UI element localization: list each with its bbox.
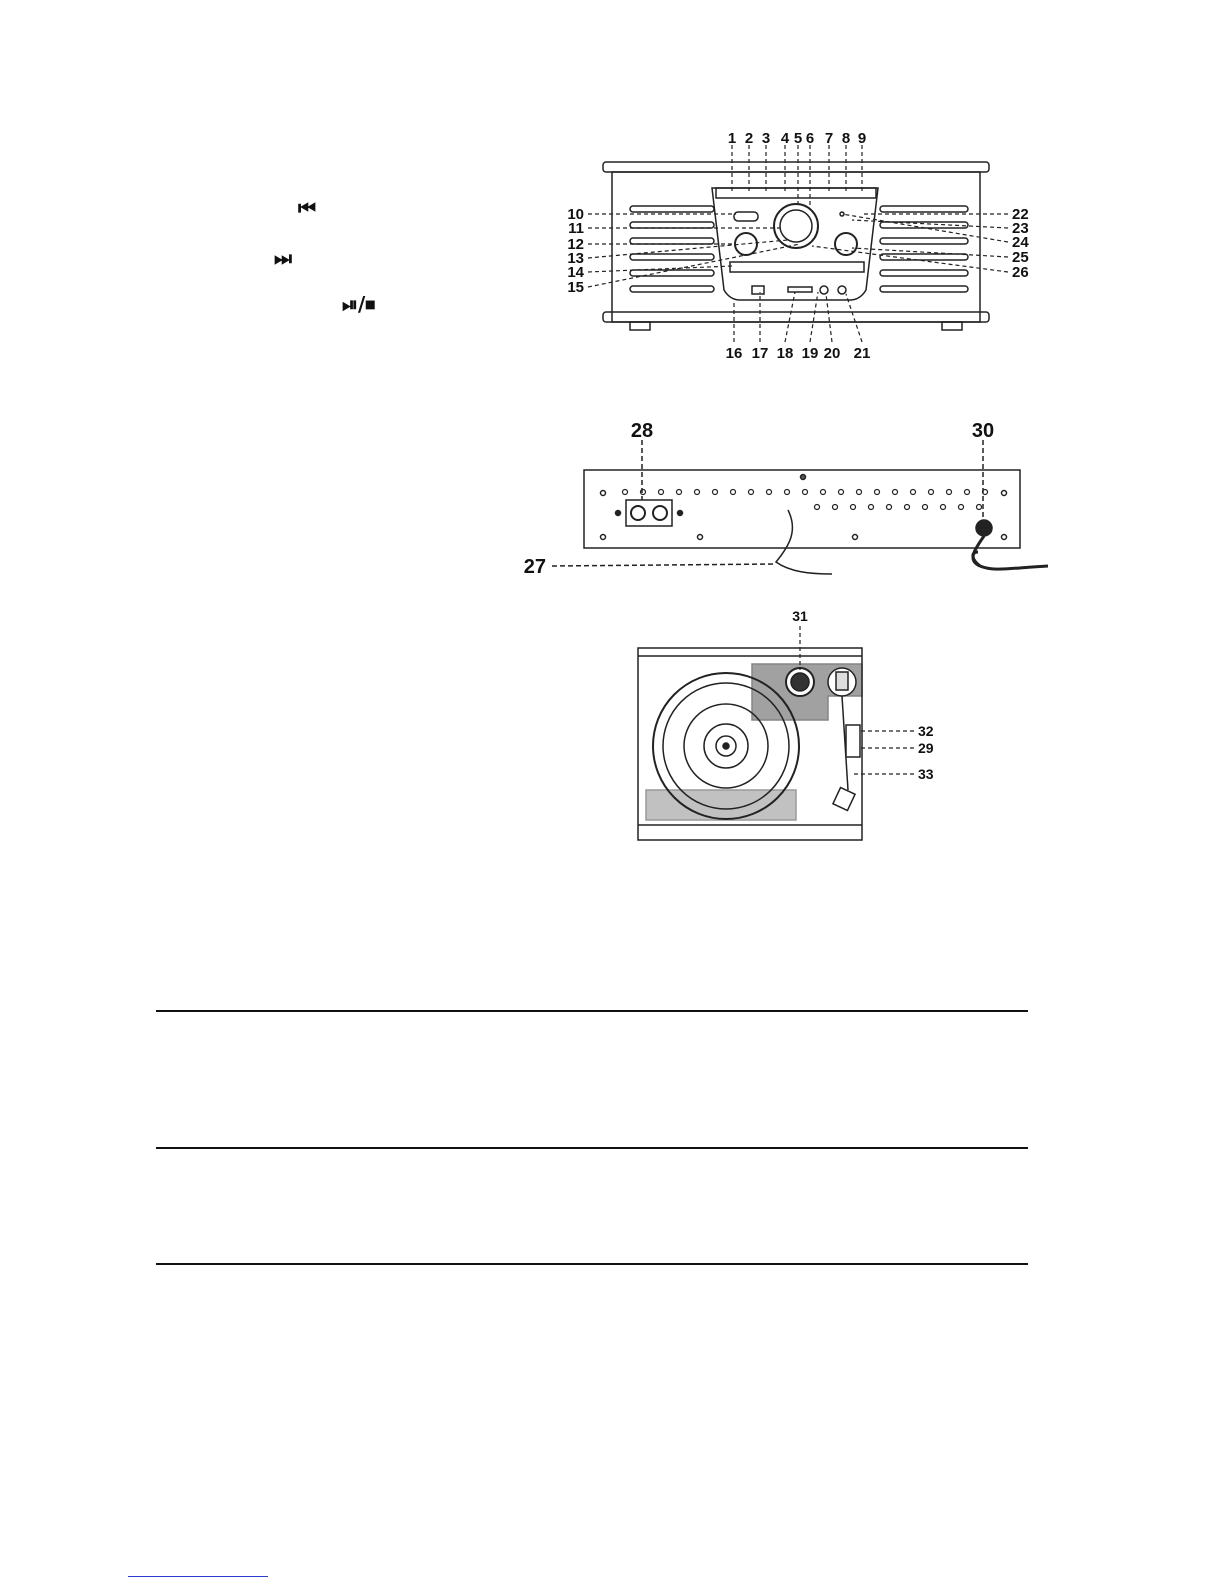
callout-18: 18 [776,345,794,362]
callout-21: 21 [853,345,871,362]
callout-8: 8 [841,130,851,147]
callout-30: 30 [971,420,995,442]
callout-7: 7 [824,130,834,147]
callout-33: 33 [918,766,934,782]
callout-25: 25 [1012,249,1029,266]
callout-12: 12 [567,236,584,253]
callout-16: 16 [725,345,743,362]
rear-view-diagram [584,470,1048,574]
callout-14: 14 [567,264,584,281]
callout-23: 23 [1012,220,1029,237]
callout-31: 31 [792,608,808,624]
footnote-separator [128,1576,268,1577]
front-view-diagram [603,162,989,330]
callout-13: 13 [567,250,584,267]
callout-15: 15 [567,279,584,296]
top-view-diagram [638,648,862,840]
play-pause-stop-icon: ⏯/⏹ [342,292,376,316]
callout-32: 32 [918,723,934,739]
table-rule-top [156,1010,1028,1012]
table-rule-bottom [156,1263,1028,1265]
front-view-labels [567,130,1029,362]
rear-view-labels [524,420,994,578]
callout-11: 11 [568,220,584,237]
callout-24: 24 [1012,234,1029,251]
callout-19: 19 [801,345,819,362]
callout-6: 6 [805,130,815,147]
callout-2: 2 [744,130,754,147]
callout-17: 17 [751,345,769,362]
callout-9: 9 [857,130,867,147]
callout-5: 5 [793,130,803,147]
callout-1: 1 [727,130,737,147]
skip-back-icon: ⏮ [298,196,316,220]
table-rule-middle [156,1147,1028,1149]
callout-27: 27 [523,556,546,578]
callout-22: 22 [1012,206,1029,223]
skip-forward-icon: ⏭ [274,246,292,270]
rear-view-leaders [552,440,983,566]
callout-20: 20 [823,345,841,362]
callout-10: 10 [567,206,584,223]
callout-4: 4 [780,130,790,147]
callout-29: 29 [918,740,934,756]
callout-3: 3 [761,130,771,147]
callout-28: 28 [630,420,654,442]
callout-26: 26 [1012,264,1029,281]
